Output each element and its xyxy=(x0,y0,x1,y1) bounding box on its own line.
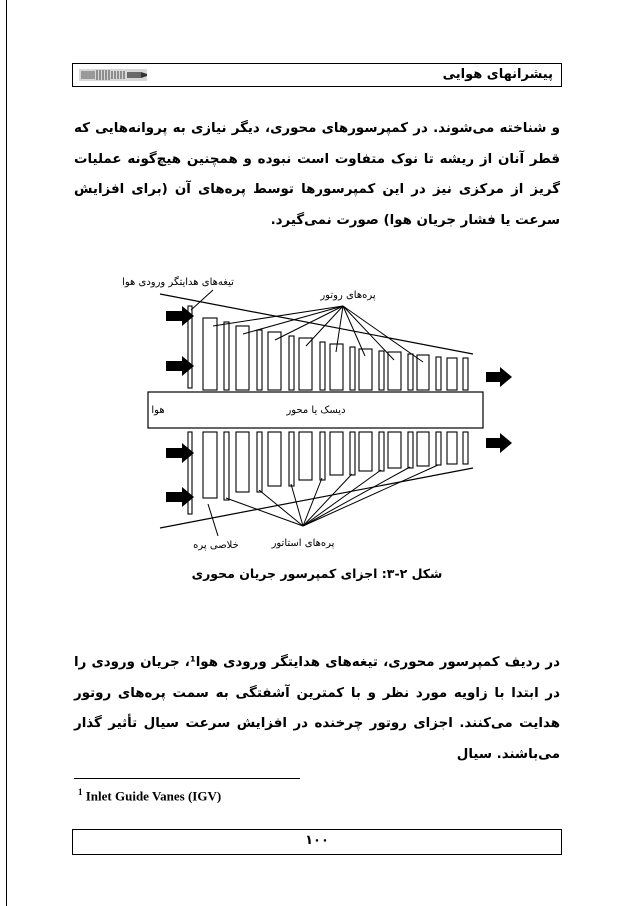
page-edge-line xyxy=(6,0,7,906)
footnote-text: Inlet Guide Vanes (IGV) xyxy=(85,788,222,804)
igv-label: تیغه‌های هدایتگر ورودی هوا xyxy=(122,277,234,288)
figure-caption: شکل ۲-۳: اجزای کمپرسور جریان محوری xyxy=(191,566,443,581)
clearance-leader xyxy=(208,504,218,536)
header-title: پیشرانهای هوایی xyxy=(442,67,553,82)
air-label: هوا xyxy=(151,405,165,416)
rotor-label: پره‌های روتور xyxy=(320,290,376,301)
page-footer xyxy=(72,829,562,855)
paragraph-1: و شناخته می‌شوند. در کمپرسورهای محوری، دیگر نیازی به پروانه‌هایی که قطر آنان از ریشه تا نوک متفاوت است نبوده و همچنین هیچ‌گونه عملیات گریز از مرکزی نیز در این کمپرسورها توسط پره‌های آن (برای افزایش سرعت یا فشار جریان هوا) صورت نمی‌گیرد. xyxy=(74,121,560,228)
paragraph-2: در ردیف کمپرسور محوری، تیغه‌های هدایتگر ورودی هوا¹، جریان ورودی را در ابتدا با زاویه مورد نظر و با کمترین آشفتگی به سمت پره‌های روتور هدایت می‌کنند. اجزای روتور چرخنده در افزایش سرعت سیال تأثیر گذار می‌باشند. سیال xyxy=(74,655,560,762)
axial-compressor-diagram xyxy=(118,266,518,556)
outlet-arrows xyxy=(486,367,512,453)
clearance-label: خلاصی پره xyxy=(193,540,239,551)
footnote-marker: 1 xyxy=(78,787,83,797)
jet-engine-icon xyxy=(79,67,147,83)
footnote-divider xyxy=(74,778,300,779)
disk-label: دیسک یا محور xyxy=(286,405,346,416)
upper-blade-row xyxy=(188,306,468,390)
footnote xyxy=(78,787,221,804)
page-header xyxy=(72,63,562,87)
stator-label: پره‌های استاتور xyxy=(271,538,335,549)
lower-blade-row xyxy=(188,432,468,514)
page-number: ۱۰۰ xyxy=(305,833,329,848)
